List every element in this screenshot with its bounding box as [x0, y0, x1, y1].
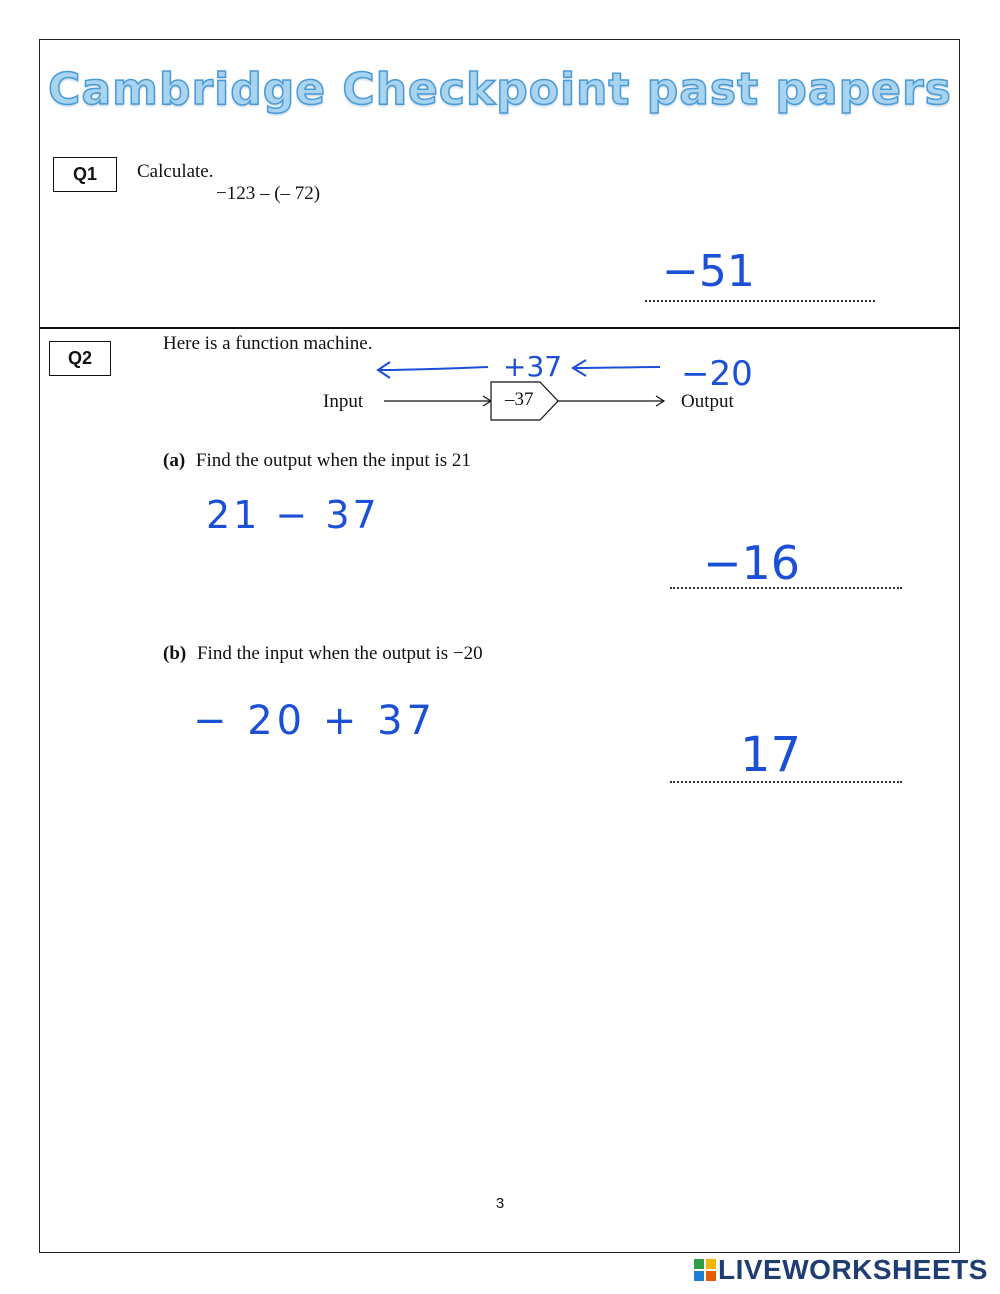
q1-answer-line	[645, 300, 875, 302]
machine-input-label: Input	[323, 391, 364, 412]
page-number: 3	[495, 1195, 505, 1212]
liveworksheets-brand[interactable]: LIVEWORKSHEETS	[718, 1254, 988, 1285]
part-a-answer[interactable]: −16	[703, 536, 801, 590]
reverse-value-annotation: −20	[681, 354, 753, 394]
q2-intro: Here is a function machine.	[163, 333, 373, 354]
part-a-text: Find the output when the input is 21	[195, 450, 471, 471]
part-a-working: 21 − 37	[206, 493, 380, 537]
part-b-text: Find the input when the output is −20	[196, 643, 483, 664]
machine-output-label: Output	[681, 391, 734, 412]
reverse-arrow-left	[380, 367, 488, 370]
machine-operation-label: –37	[505, 389, 534, 410]
q1-answer[interactable]: −51	[662, 246, 755, 297]
page-title: Cambridge Checkpoint past papers	[48, 64, 952, 115]
part-b-answer[interactable]: 17	[740, 727, 802, 783]
section-divider	[39, 327, 960, 329]
part-b-working: − 20 + 37	[193, 698, 436, 744]
part-b-answer-line	[670, 781, 902, 783]
liveworksheets-logo-icon	[694, 1259, 716, 1281]
part-a-marker: (a)	[163, 450, 186, 471]
part-a-answer-line	[670, 587, 902, 589]
reverse-arrow-right	[575, 367, 660, 368]
part-a-question	[163, 450, 471, 472]
part-b-question	[163, 643, 483, 665]
q2-label: Q2	[49, 341, 111, 376]
q1-label: Q1	[53, 157, 117, 192]
part-b-marker: (b)	[163, 643, 187, 664]
q1-expression: −123 – (– 72)	[216, 183, 321, 204]
reverse-operation-annotation: +37	[503, 350, 563, 383]
q1-instruction: Calculate.	[137, 161, 214, 182]
